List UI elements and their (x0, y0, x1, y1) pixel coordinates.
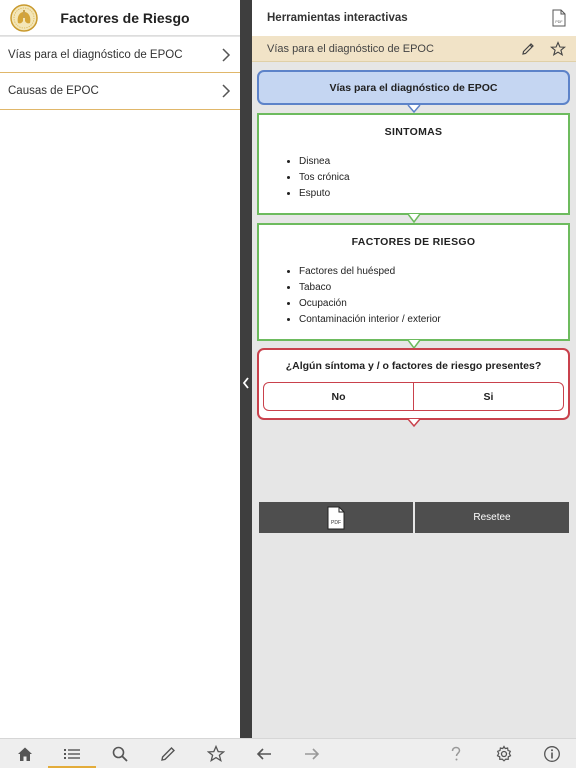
list-item: • Contaminación interior / exterior (299, 312, 568, 328)
flow-title-box: Vías para el diagnóstico de EPOC (257, 70, 570, 105)
lungs-logo-icon (10, 4, 38, 32)
back-arrow-icon[interactable] (253, 743, 275, 765)
left-item-label: Vías para el diagnóstico de EPOC (8, 48, 183, 61)
no-button[interactable]: No (264, 383, 414, 410)
search-icon[interactable] (109, 743, 131, 765)
left-item-label: Causas de EPOC (8, 85, 99, 97)
chevron-right-icon (221, 48, 231, 62)
help-icon[interactable] (445, 743, 467, 765)
pdf-icon-label: PDF (555, 20, 563, 24)
list-icon[interactable] (61, 743, 83, 765)
flow-arrow-icon (407, 418, 421, 428)
factores-box (257, 223, 570, 341)
collapse-chevron-icon[interactable] (241, 376, 251, 390)
list-item: • Ocupación (299, 296, 568, 312)
right-title: Herramientas interactivas (267, 12, 408, 24)
factores-list (299, 264, 568, 328)
gear-icon[interactable] (493, 743, 515, 765)
question-text: ¿Algún síntoma y / o factores de riesgo presentes? (285, 360, 542, 372)
list-item: • Factores del huésped (299, 264, 568, 280)
left-title: Factores de Riesgo (60, 9, 190, 26)
left-item-vias[interactable] (0, 36, 240, 73)
info-icon[interactable] (541, 743, 563, 765)
question-box (257, 348, 570, 420)
subheader-bar (252, 36, 576, 62)
sintomas-heading: SINTOMAS (384, 126, 443, 138)
forward-arrow-icon[interactable] (301, 743, 323, 765)
pencil-icon[interactable] (157, 743, 179, 765)
pdf-icon (326, 506, 346, 530)
subheader-title: Vías para el diagnóstico de EPOC (267, 42, 434, 55)
pdf-export-button[interactable] (259, 502, 413, 533)
list-item: • Tos crónica (299, 170, 568, 186)
list-item: • Disnea (299, 154, 568, 170)
yes-button[interactable]: Si (483, 390, 494, 403)
list-item: • Esputo (299, 186, 568, 202)
star-icon[interactable] (205, 743, 227, 765)
reset-button[interactable]: Resetee (415, 502, 569, 533)
pane-divider[interactable] (240, 0, 252, 738)
list-item: • Tabaco (299, 280, 568, 296)
left-header (0, 0, 240, 36)
action-buttons (259, 502, 569, 533)
factores-heading: FACTORES DE RIESGO (351, 236, 476, 248)
sintomas-box (257, 113, 570, 215)
pencil-icon[interactable] (520, 41, 536, 57)
pdf-button-label: PDF (331, 519, 341, 526)
bottom-toolbar (0, 738, 576, 768)
home-icon[interactable] (14, 743, 36, 765)
chevron-right-icon (221, 84, 231, 98)
sintomas-list (299, 154, 568, 202)
left-pane (0, 0, 240, 738)
right-pane (252, 0, 576, 738)
answer-buttons (263, 382, 564, 411)
left-item-causas[interactable] (0, 73, 240, 110)
star-icon[interactable] (550, 41, 566, 57)
pdf-icon[interactable] (552, 9, 566, 27)
right-header (252, 0, 576, 36)
